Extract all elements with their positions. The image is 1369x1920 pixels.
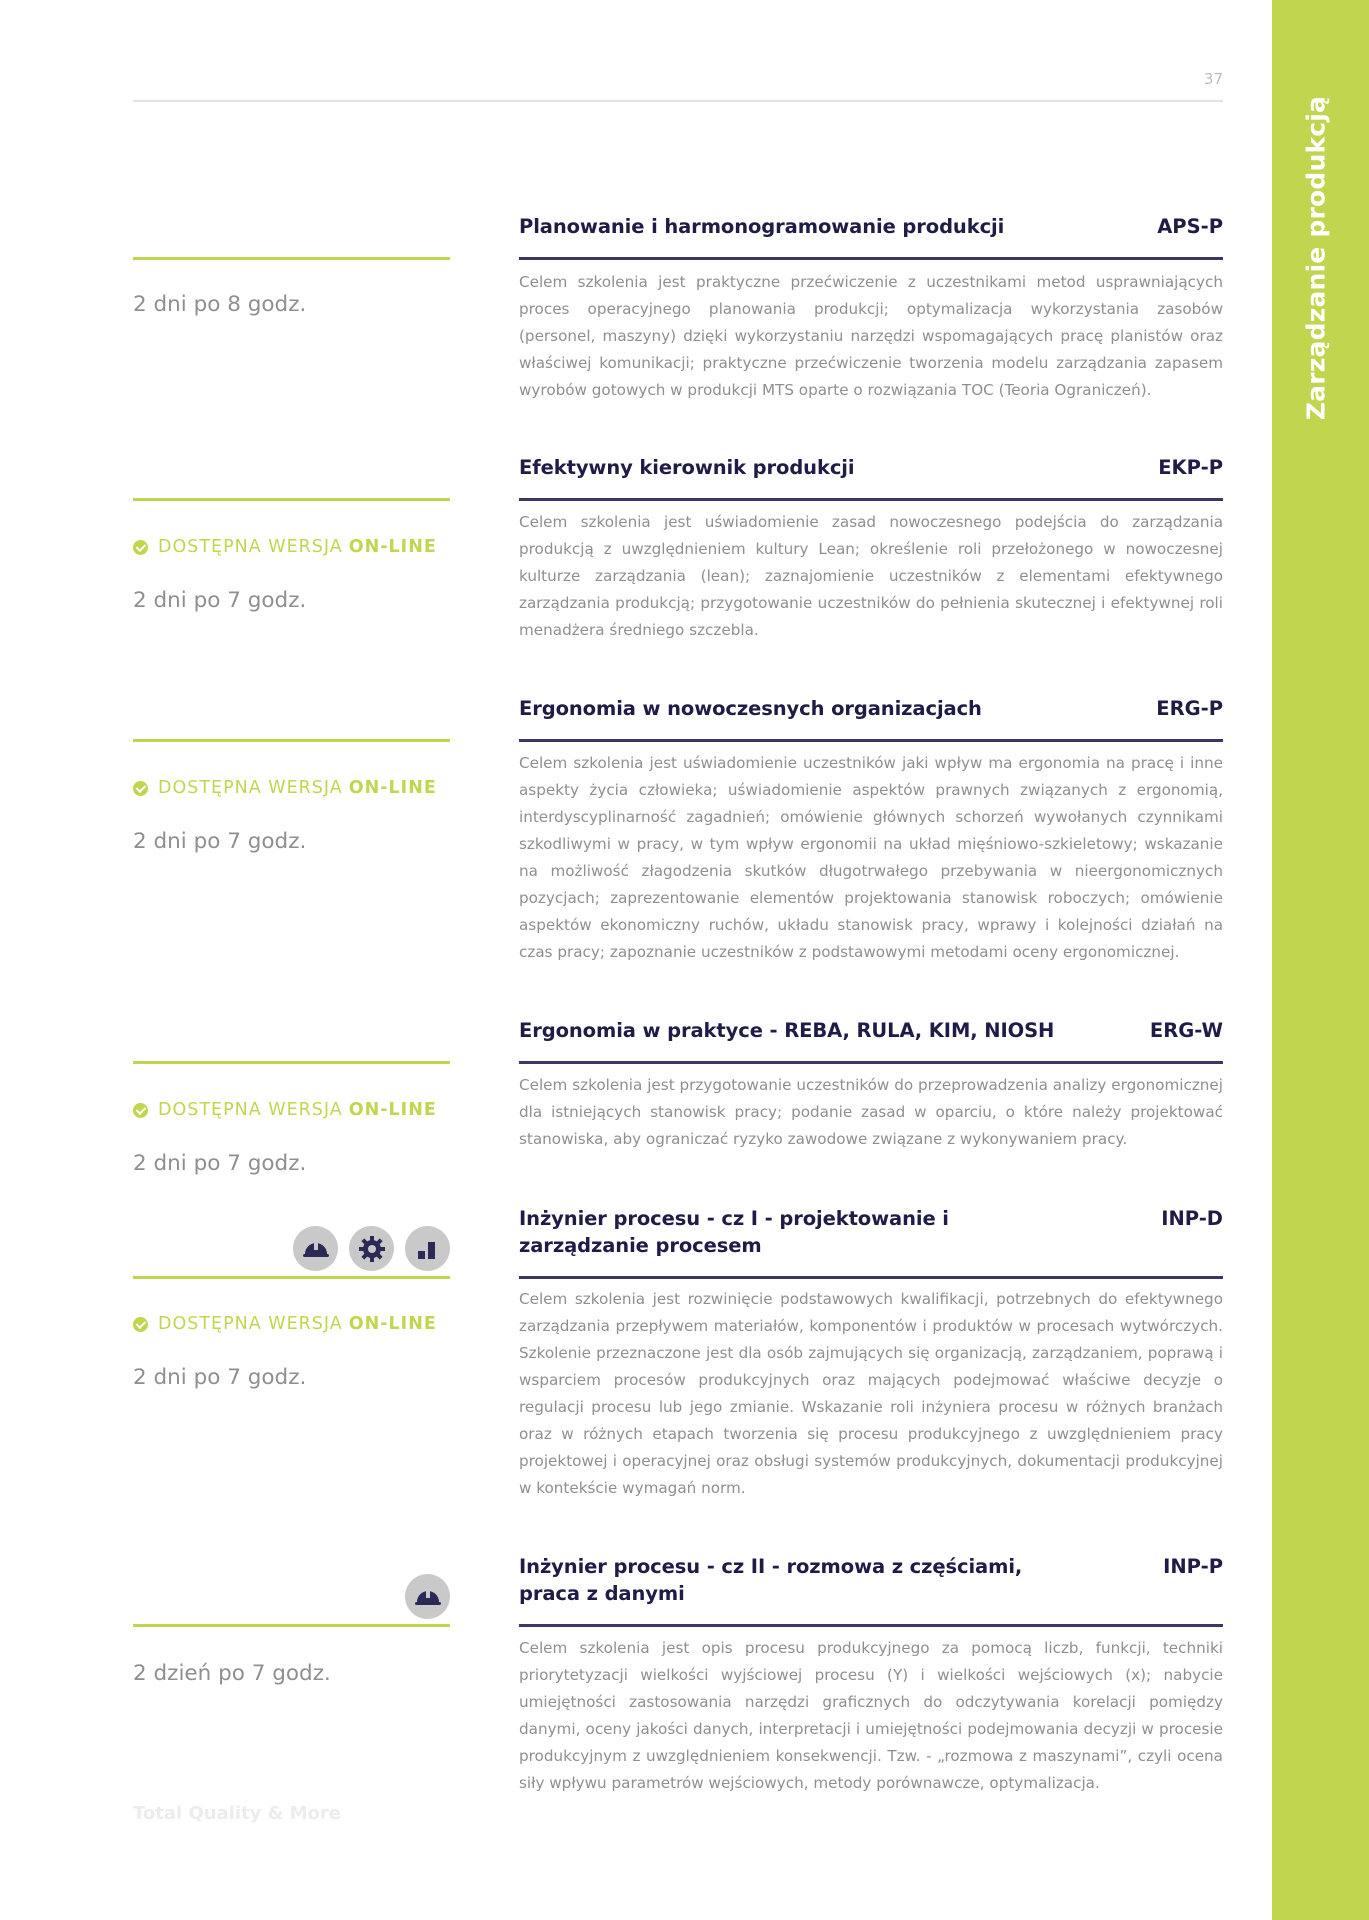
online-availability-badge: [133, 537, 437, 557]
helmet-icon: [405, 1574, 450, 1619]
course-title-row: [519, 213, 1223, 240]
check-circle-icon: [133, 781, 148, 796]
course-title-row: [519, 695, 1223, 722]
course-title-row: [519, 1205, 1223, 1259]
online-badge-prefix: DOSTĘPNA WERSJA: [158, 778, 343, 798]
course-meta-divider: [133, 1276, 450, 1279]
course-duration: 2 dni po 7 godz.: [133, 1365, 307, 1390]
course-description: Celem szkolenia jest przygotowanie uczestników do przeprowadzenia analizy ergonomicznej dla istniejących stanowisk pracy; podanie zasad w oparciu, o które należy projektować stanowiska, aby ograniczać ryzyko zawodowe związane z wykonywaniem pracy.: [519, 1076, 1223, 1148]
check-circle-icon: [133, 540, 148, 555]
online-availability-badge: [133, 1100, 437, 1120]
course-description: Celem szkolenia jest praktyczne przećwiczenie z uczestnikami metod usprawniających proces operacyjnego planowania produkcji; optymalizacja wykorzystania zasobów (personel, maszyny) dzięki wykorzystaniu narzędzi wspomagających pracę planistów oraz właściwej komunikacji; praktyczne przećwiczenie tworzenia modelu zarządzania zapasem wyrobów gotowych w produkcji MTS oparte o rozwiązania TOC (Teoria Ograniczeń).: [519, 273, 1223, 399]
top-divider: [133, 100, 1223, 102]
online-badge-prefix: DOSTĘPNA WERSJA: [158, 537, 343, 557]
gear-icon: [349, 1226, 394, 1271]
course-title-divider: [519, 257, 1223, 260]
course-title: Planowanie i harmonogramowanie produkcji: [519, 215, 1005, 238]
page-number: 37: [1203, 70, 1223, 88]
course-duration: 2 dni po 7 godz.: [133, 829, 307, 854]
course-meta-divider: [133, 1061, 450, 1064]
course-title-divider: [519, 1276, 1223, 1279]
course-title: Inżynier procesu - cz I - projektowanie i zarządzanie procesem: [519, 1207, 949, 1257]
course-meta-divider: [133, 1624, 450, 1627]
online-badge-prefix: DOSTĘPNA WERSJA: [158, 1100, 343, 1120]
course-meta-divider: [133, 498, 450, 501]
online-badge-strong: ON-LINE: [348, 1314, 437, 1334]
course-duration: 2 dzień po 7 godz.: [133, 1661, 331, 1686]
course-description: Celem szkolenia jest rozwinięcie podstawowych kwalifikacji, potrzebnych do efektywnego zarządzania przepływem materiałów, komponentów i produktów w procesach wytwórczych. Szkolenie przeznaczone jest dla osób zajmujących się organizacją, zarządzaniem, poprawą i wsparciem procesów produkcyjnych oraz mających podejmować właściwe decyzje o regulacji procesu lub jego zmianie. Wskazanie roli inżyniera procesu w różnych branżach oraz w różnych etapach tworzenia się procesu produkcyjnego z uwzględnieniem pracy projektowej i operacyjnej oraz obsługi systemów produkcyjnych, dokumentacji produkcyjnej w kontekście wymagań norm.: [519, 1290, 1223, 1497]
course-description: Celem szkolenia jest uświadomienie zasad nowoczesnego podejścia do zarządzania produkcją z uwzględnieniem kultury Lean; określenie roli przełożonego w nowoczesnej kulturze zarządzania (lean); zaznajomienie uczestników z elementami efektywnego zarządzania produkcją; przygotowanie uczestników do pełnienia skutecznej i efektywnej roli menadżera średniego szczebla.: [519, 513, 1223, 639]
course-title: Efektywny kierownik produkcji: [519, 456, 855, 479]
chart-icon: [405, 1226, 450, 1271]
course-title-divider: [519, 1061, 1223, 1064]
footer-brand: Total Quality & More: [133, 1803, 341, 1824]
course-title-divider: [519, 1624, 1223, 1627]
online-availability-badge: [133, 778, 437, 798]
check-circle-icon: [133, 1317, 148, 1332]
course-code: EKP-P: [1158, 456, 1223, 479]
course-title-row: [519, 1553, 1223, 1607]
course-duration: 2 dni po 7 godz.: [133, 588, 307, 613]
course-meta-divider: [133, 257, 450, 260]
course-code: INP-D: [1161, 1207, 1223, 1230]
course-code: APS-P: [1157, 215, 1223, 238]
online-badge-strong: ON-LINE: [348, 778, 437, 798]
course-duration: 2 dni po 8 godz.: [133, 292, 307, 317]
course-meta-divider: [133, 739, 450, 742]
helmet-icon: [293, 1226, 338, 1271]
course-description: Celem szkolenia jest uświadomienie uczestników jaki wpływ ma ergonomia na pracę i inne aspekty życia człowieka; uświadomienie aspektów prawnych związanych z ergonomią, interdyscyplinarność zagadnień; omówienie głównych schorzeń wywołanych czynnikami szkodliwymi w pracy, w tym wpływ ergonomii na układ mięśniowo-szkieletowy; wskazanie na możliwość złagodzenia skutków długotrwałego przebywania w nieergonomicznych pozycjach; zaprezentowanie elementów projektowania stanowisk roboczych; omówienie aspektów ekonomiczny ruchów, układu stanowisk pracy, wprawy i kolejności działań na czas pracy; zapoznanie uczestników z podstawowymi metodami oceny ergonomicznej.: [519, 754, 1223, 961]
course-title-divider: [519, 739, 1223, 742]
course-title: Ergonomia w nowoczesnych organizacjach: [519, 697, 982, 720]
course-title: Inżynier procesu - cz II - rozmowa z częściami, praca z danymi: [519, 1555, 1023, 1605]
course-code: ERG-P: [1156, 697, 1223, 720]
online-availability-badge: [133, 1314, 437, 1334]
online-badge-strong: ON-LINE: [348, 1100, 437, 1120]
course-description: Celem szkolenia jest opis procesu produkcyjnego za pomocą liczb, funkcji, techniki priorytetyzacji wielkości wyjściowej procesu (Y) i wielkości wejściowych (x); nabycie umiejętności zastosowania narzędzi graficznych do odczytywania korelacji pomiędzy danymi, oceny jakości danych, interpretacji i umiejętności podejmowania decyzji w procesie produkcyjnym z uwzględnieniem konsekwencji. Tzw. - „rozmowa z maszynami”, czyli ocena siły wpływu parametrów wejściowych, metody porównawcze, optymalizacja.: [519, 1639, 1223, 1792]
course-code: INP-P: [1163, 1555, 1223, 1578]
check-circle-icon: [133, 1103, 148, 1118]
online-badge-prefix: DOSTĘPNA WERSJA: [158, 1314, 343, 1334]
online-badge-strong: ON-LINE: [348, 537, 437, 557]
course-title-row: [519, 1017, 1223, 1044]
course-title: Ergonomia w praktyce - REBA, RULA, KIM, NIOSH: [519, 1019, 1055, 1042]
course-duration: 2 dni po 7 godz.: [133, 1151, 307, 1176]
course-title-divider: [519, 498, 1223, 501]
course-title-row: [519, 454, 1223, 481]
course-code: ERG-W: [1149, 1019, 1223, 1042]
sidebar-title: Zarządzanie produkcją: [1301, 95, 1331, 421]
